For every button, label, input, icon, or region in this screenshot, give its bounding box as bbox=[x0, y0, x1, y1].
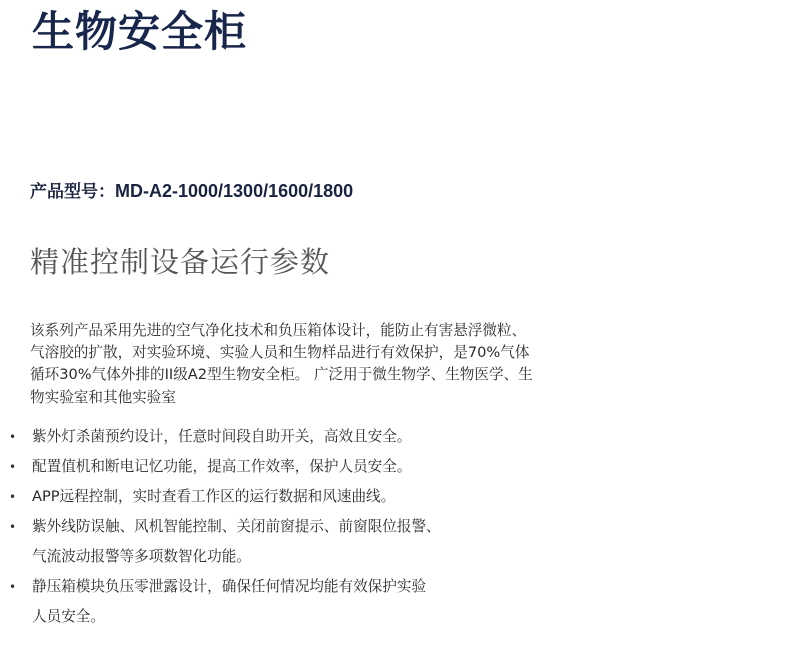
section-subtitle: 精准控制设备运行参数 bbox=[30, 245, 331, 279]
bullet-icon: • bbox=[9, 490, 17, 504]
product-model-value: MD-A2-1000/1300/1600/1800 bbox=[115, 181, 354, 201]
feature-item bbox=[0, 512, 441, 572]
feature-list bbox=[0, 422, 441, 632]
feature-line: 气流波动报警等多项数智化功能。 bbox=[32, 548, 251, 565]
feature-item bbox=[0, 452, 441, 482]
page-title: 生物安全柜 bbox=[32, 7, 248, 56]
bullet-icon: • bbox=[9, 430, 17, 444]
feature-line: 紫外线防误触、风机智能控制、关闭前窗提示、前窗限位报警、 bbox=[32, 518, 441, 535]
product-description: 该系列产品采用先进的空气净化技术和负压箱体设计，能防止有害悬浮微粒、气溶胶的扩散，对实验环境、实验人员和生物样品进行有效保护，是70%气体循环30%气体外排的II级A2型生物安全柜。 广泛用于微生物学、生物医学、生物实验室和其他实验室 bbox=[30, 322, 533, 406]
bullet-icon: • bbox=[9, 580, 17, 594]
product-model-label: 产品型号： bbox=[30, 182, 115, 202]
product-model bbox=[30, 178, 353, 205]
feature-line: APP远程控制，实时查看工作区的运行数据和风速曲线。 bbox=[32, 488, 396, 505]
bullet-icon: • bbox=[9, 460, 17, 474]
feature-item bbox=[0, 572, 441, 632]
feature-line: 静压箱模块负压零泄露设计，确保任何情况均能有效保护实验 bbox=[32, 578, 427, 595]
feature-item bbox=[0, 422, 441, 452]
feature-line: 配置值机和断电记忆功能，提高工作效率，保护人员安全。 bbox=[32, 458, 412, 475]
bullet-icon: • bbox=[9, 520, 17, 534]
feature-item bbox=[0, 482, 441, 512]
feature-line: 人员安全。 bbox=[32, 608, 105, 625]
feature-line: 紫外灯杀菌预约设计，任意时间段自助开关，高效且安全。 bbox=[32, 428, 412, 445]
